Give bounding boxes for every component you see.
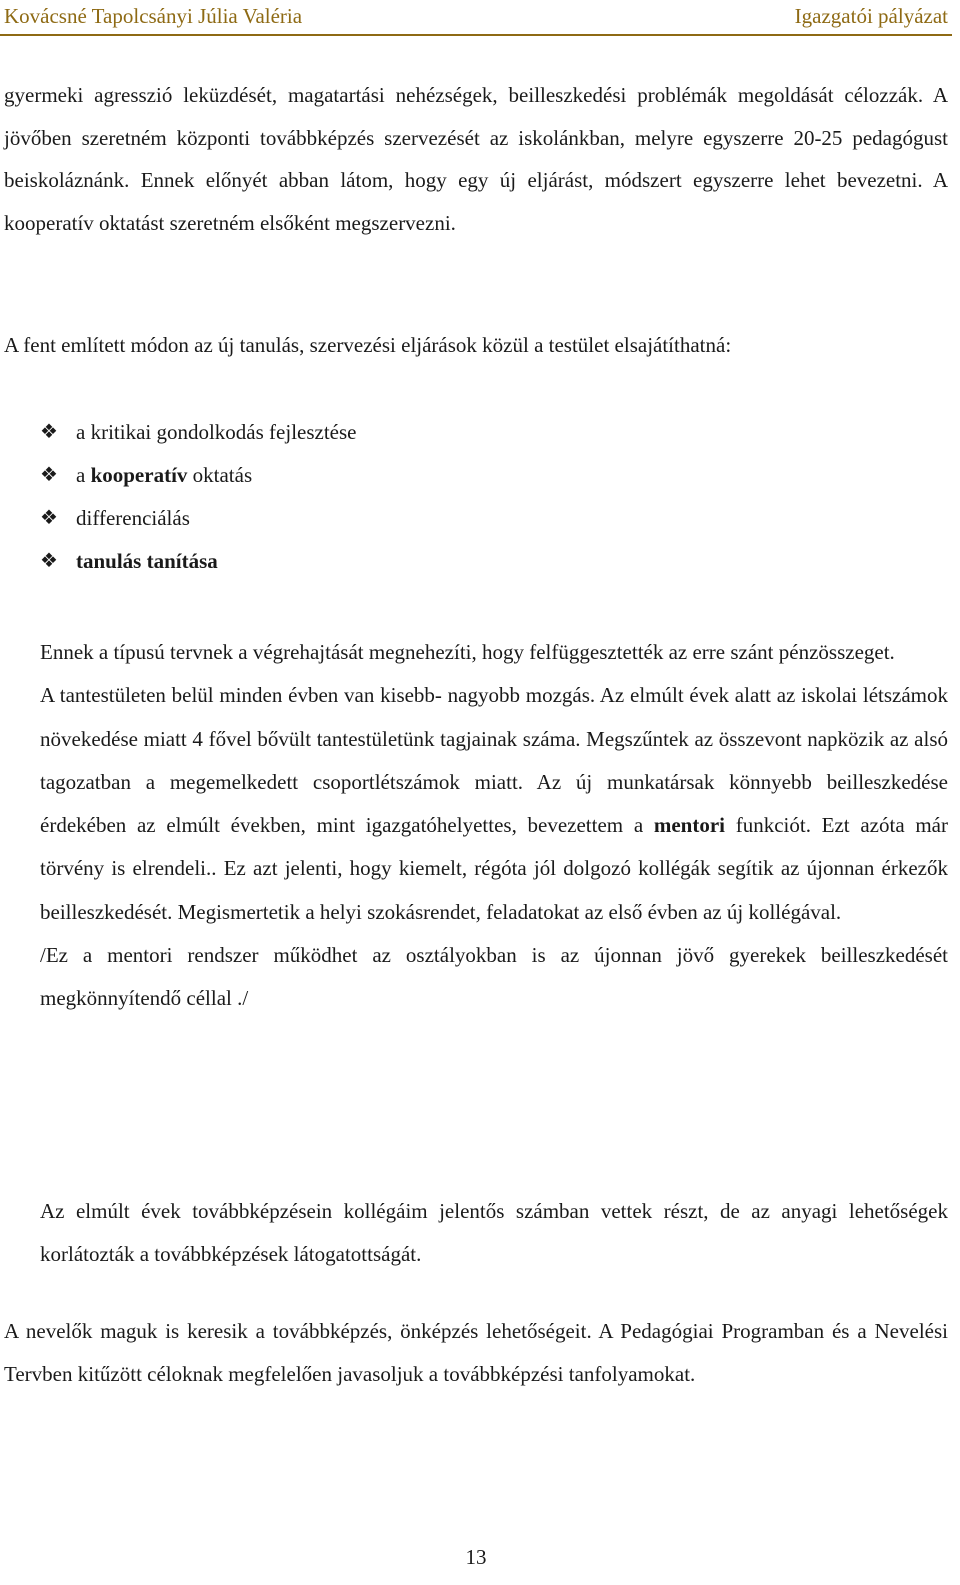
- mentoring-bold: mentori: [653, 813, 726, 838]
- list-item-text-bold: kooperatív: [90, 463, 188, 487]
- paragraph-mentor-note: /Ez a mentori rendszer működhet az osztályokban is az újonnan jövő gyerekek beilleszkedését megkönnyítendő céllal ./: [40, 943, 948, 1011]
- list-item-text: tanulás tanítása: [76, 549, 218, 573]
- bullet-list: [40, 417, 357, 589]
- paragraph-training: Az elmúlt évek továbbképzésein kollégáim jelentős számban vettek részt, de az anyagi lehetőségek korlátozták a továbbképzések látogatottságát.: [40, 1199, 948, 1266]
- header-title: Igazgatói pályázat: [794, 4, 948, 28]
- paragraph-mentoring: [40, 674, 948, 934]
- list-item-text-pre: a: [76, 463, 91, 487]
- page-number: 13: [465, 1545, 487, 1569]
- mentoring-text-post: funkciót. Ezt azóta már törvény is elrendeli.. Ez azt jelenti, hogy kiemelt, régóta jól dolgozó kollégák segítik az újonnan érkezők beilleszkedését. Megismertetik a helyi szokásrendet, feladatokat az első évben az új kollégával.: [40, 813, 948, 924]
- list-item: [40, 546, 357, 589]
- list-item-text: differenciálás: [76, 506, 190, 530]
- list-item: [40, 503, 357, 546]
- diamond-bullet-icon: ❖: [40, 421, 58, 443]
- page-header: [0, 4, 952, 34]
- header-divider: [0, 34, 952, 36]
- diamond-bullet-icon: ❖: [40, 550, 58, 572]
- paragraph-list-intro: A fent említett módon az új tanulás, szervezési eljárások közül a testület elsajátíthatná:: [4, 333, 732, 357]
- paragraph-staff: [40, 631, 948, 1021]
- paragraph-intro: gyermeki agresszió leküzdését, magatartási nehézségek, beilleszkedési problémák megoldását célozzák. A jövőben szeretném központi továbbképzés szervezését az iskolánkban, melyre egyszerre 20-25 pedagógust beiskoláznánk. Ennek előnyét abban látom, hogy egy új eljárást, módszert egyszerre lehet bevezetni. A kooperatív oktatást szeretném elsőként megszervezni.: [4, 83, 948, 235]
- list-item-text-post: oktatás: [187, 463, 253, 487]
- list-item: [40, 417, 357, 460]
- list-item-text: a kritikai gondolkodás fejlesztése: [76, 420, 357, 444]
- diamond-bullet-icon: ❖: [40, 464, 58, 486]
- paragraph-funding: Ennek a típusú tervnek a végrehajtását megnehezíti, hogy felfüggesztették az erre szánt pénzösszeget.: [40, 640, 895, 664]
- header-author: Kovácsné Tapolcsányi Júlia Valéria: [4, 4, 303, 28]
- list-item: [40, 460, 357, 503]
- diamond-bullet-icon: ❖: [40, 507, 58, 529]
- paragraph-self-training: A nevelők maguk is keresik a továbbképzés, önképzés lehetőségeit. A Pedagógiai Programban és a Nevelési Tervben kitűzött céloknak megfelelően javasoljuk a továbbképzési tanfolyamokat.: [4, 1319, 948, 1386]
- mentoring-text: A tantestületen belül minden évben van kisebb- nagyobb mozgás. Az elmúlt évek alatt az iskolai létszámok növekedése miatt 4 fővel bővült tantestületünk tagjainak száma. Megszűntek az összevont napközik az alsó tagozatban a megemelkedett csoportlétszámok miatt. Az új munkatársak könnyebb beilleszkedése érdekében az elmúlt években, mint igazgatóhelyettes, bevezettem a: [40, 683, 948, 838]
